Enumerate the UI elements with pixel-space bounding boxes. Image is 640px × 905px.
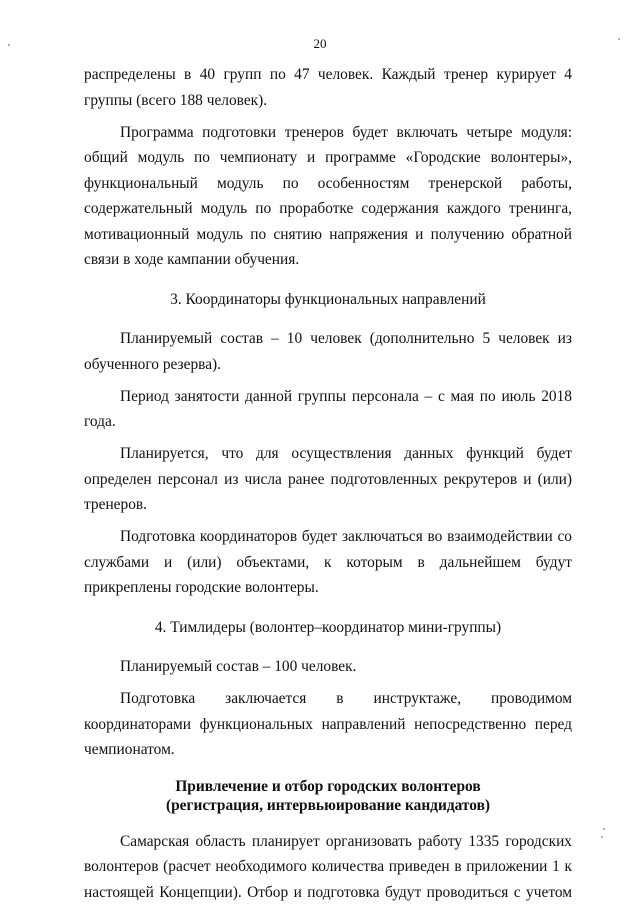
paragraph-teamleaders-count: Планируемый состав – 100 человек. [120, 658, 357, 675]
paragraph-trainer-groups: распределены в 40 групп по 47 человек. Каждый тренер курирует 4 группы (всего 188 человек). [84, 66, 572, 109]
paragraph-coordinators-period: Период занятости данной группы персонала – с мая по июль 2018 года. [84, 387, 572, 430]
paragraph-coordinators-training: Подготовка координаторов будет заключаться во взаимодействии со службами и (или) объектами, к которым в дальнейшем будут прикреплены городские волонтеры. [84, 528, 572, 596]
paragraph-training-program: Программа подготовки тренеров будет включать четыре модуля: общий модуль по чемпионату и программе «Городские волонтеры», функциональный модуль по особенностям тренерской работы, содержательный модуль по проработке содержания каждого тренинга, мотивационный модуль по снятию напряжения и получению обратной связи в ходе кампании обучения. [84, 123, 572, 268]
page-number: 20 [313, 36, 327, 51]
document-body [84, 62, 572, 905]
paragraph-coordinators-count: Планируемый состав – 10 человек (дополнительно 5 человек из обученного резерва). [84, 330, 572, 373]
paragraph-coordinators-staff: Планируется, что для осуществления данных функций будет определен персонал из числа ранее подготовленных рекрутеров и (или) тренеров. [84, 445, 572, 513]
scan-speck [603, 828, 605, 830]
heading-teamleaders: 4. Тимлидеры (волонтер–координатор мини-группы) [154, 618, 502, 636]
heading-coordinators: 3. Координаторы функциональных направлений [170, 290, 486, 308]
section-title-line-1: Привлечение и отбор городских волонтеров [175, 777, 481, 795]
paragraph-teamleaders-training: Подготовка заключается в инструктаже, проводимом координаторами функциональных направлений непосредственно перед чемпионатом. [84, 690, 572, 758]
paragraph-samara-volunteers: Самарская область планирует организовать работу 1335 городских волонтеров (расчет необходимого количества приведен в приложении 1 к настоящей Концепции). Отбор и подготовка будут проводиться с учетом [84, 832, 572, 901]
section-title-line-2: (регистрация, интервьюирование кандидатов) [165, 796, 491, 814]
scan-speck [601, 836, 603, 838]
